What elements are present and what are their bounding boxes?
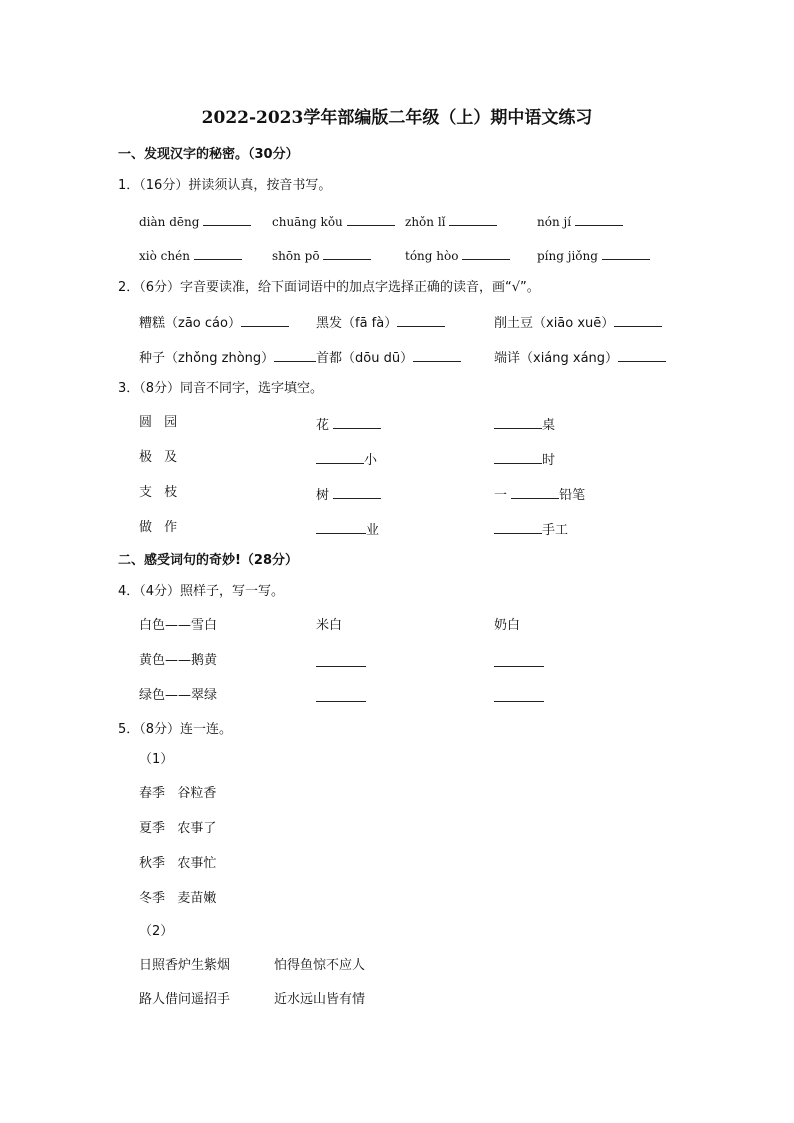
match-left[interactable]: 春季 — [139, 786, 166, 801]
answer-blank[interactable] — [413, 348, 461, 362]
example-word: 绿色——翠绿 — [139, 688, 218, 703]
answer-blank[interactable] — [203, 212, 251, 226]
answer-blank[interactable] — [511, 485, 559, 499]
pinyin-item: zhǒn lǐ — [405, 212, 497, 230]
char-pair: 圆 园 — [139, 415, 178, 430]
match-right[interactable]: 农事了 — [177, 821, 217, 836]
char-pair: 做 作 — [139, 520, 178, 535]
answer-blank[interactable] — [241, 313, 289, 327]
char-pair: 支 枝 — [139, 485, 178, 500]
answer-blank[interactable] — [316, 701, 366, 702]
answer-blank[interactable] — [316, 450, 364, 464]
match-left[interactable]: 夏季 — [139, 821, 166, 836]
answer-blank[interactable] — [602, 246, 650, 260]
fill-item: 手工 — [494, 520, 568, 539]
match-row — [139, 891, 216, 907]
answer-blank[interactable] — [575, 212, 623, 226]
question-2-prompt: 2．（6分）字音要读准，给下面词语中的加点字选择正确的读音，画“√”。 — [118, 280, 540, 295]
poem-line-left[interactable]: 路人借问遥招手 — [139, 992, 231, 1007]
match-left[interactable]: 秋季 — [139, 856, 166, 871]
answer-blank[interactable] — [333, 415, 381, 429]
answer-blank[interactable] — [494, 450, 542, 464]
word-item: 米白 — [316, 618, 343, 633]
answer-blank[interactable] — [194, 246, 242, 260]
example-word: 白色——雪白 — [139, 618, 218, 633]
reading-item: 黑发（fā fà） — [316, 313, 445, 332]
pinyin-item: diàn dēng — [139, 212, 251, 230]
reading-item: 糟糕（zāo cáo） — [139, 313, 289, 332]
fill-item: 小 — [316, 450, 377, 469]
answer-blank[interactable] — [323, 246, 371, 260]
answer-blank[interactable] — [494, 701, 544, 702]
answer-blank[interactable] — [347, 212, 395, 226]
match-row — [139, 821, 216, 837]
answer-blank[interactable] — [494, 520, 542, 534]
answer-blank[interactable] — [618, 348, 666, 362]
reading-item: 首都（dōu dū） — [316, 348, 461, 367]
char-pair: 极 及 — [139, 450, 178, 465]
answer-blank[interactable] — [494, 415, 542, 429]
pinyin-item: xiò chén — [139, 246, 242, 264]
pinyin-item: tóng hòo — [405, 246, 510, 264]
answer-blank[interactable] — [462, 246, 510, 260]
match-right[interactable]: 农事忙 — [177, 856, 217, 871]
match-right[interactable]: 麦苗嫩 — [177, 891, 217, 906]
question-4-prompt: 4．（4分）照样子，写一写。 — [118, 584, 285, 599]
fill-item: 花 — [316, 415, 381, 434]
pinyin-item: píng jiǒng — [537, 246, 650, 264]
pinyin-item: nón jí — [537, 212, 623, 230]
reading-item: 削土豆（xiāo xuē） — [494, 313, 662, 332]
reading-item: 种子（zhǒng zhòng） — [139, 348, 316, 367]
answer-blank[interactable] — [316, 520, 366, 534]
poem-line-left[interactable]: 日照香炉生紫烟 — [139, 958, 231, 973]
match-left[interactable]: 冬季 — [139, 891, 166, 906]
fill-item: 一 铅笔 — [494, 485, 585, 504]
section-heading-2: 二、感受词句的奇妙!（28分） — [118, 553, 299, 568]
section-heading-1: 一、发现汉字的秘密。（30分） — [118, 147, 299, 162]
answer-blank[interactable] — [614, 313, 662, 327]
poem-line-right[interactable]: 近水远山皆有情 — [274, 992, 366, 1007]
answer-blank[interactable] — [333, 485, 381, 499]
question-3-prompt: 3．（8分）同音不同字，选字填空。 — [118, 381, 324, 396]
question-1-prompt: 1．（16分）拼读须认真，按音书写。 — [118, 178, 332, 193]
question-5-prompt: 5．（8分）连一连。 — [118, 722, 233, 737]
fill-item: 树 — [316, 485, 381, 504]
answer-blank[interactable] — [316, 666, 366, 667]
fill-item: 业 — [316, 520, 379, 539]
example-word: 黄色——鹅黄 — [139, 653, 218, 668]
answer-blank[interactable] — [397, 313, 445, 327]
sub-part-label: （1） — [139, 752, 174, 767]
answer-blank[interactable] — [274, 348, 316, 362]
pinyin-item: shōn pō — [272, 246, 371, 264]
page-title: 2022-2023学年部编版二年级（上）期中语文练习 — [201, 108, 593, 128]
fill-item: 桌 — [494, 415, 555, 434]
reading-item: 端详（xiáng xáng） — [494, 348, 666, 367]
match-row — [139, 786, 216, 802]
match-row — [139, 856, 216, 872]
answer-blank[interactable] — [449, 212, 497, 226]
match-right[interactable]: 谷粒香 — [177, 786, 217, 801]
poem-line-right[interactable]: 怕得鱼惊不应人 — [274, 958, 366, 973]
sub-part-label: （2） — [139, 924, 174, 939]
pinyin-item: chuāng kǒu — [272, 212, 395, 230]
word-item: 奶白 — [494, 618, 521, 633]
answer-blank[interactable] — [494, 666, 544, 667]
fill-item: 时 — [494, 450, 555, 469]
